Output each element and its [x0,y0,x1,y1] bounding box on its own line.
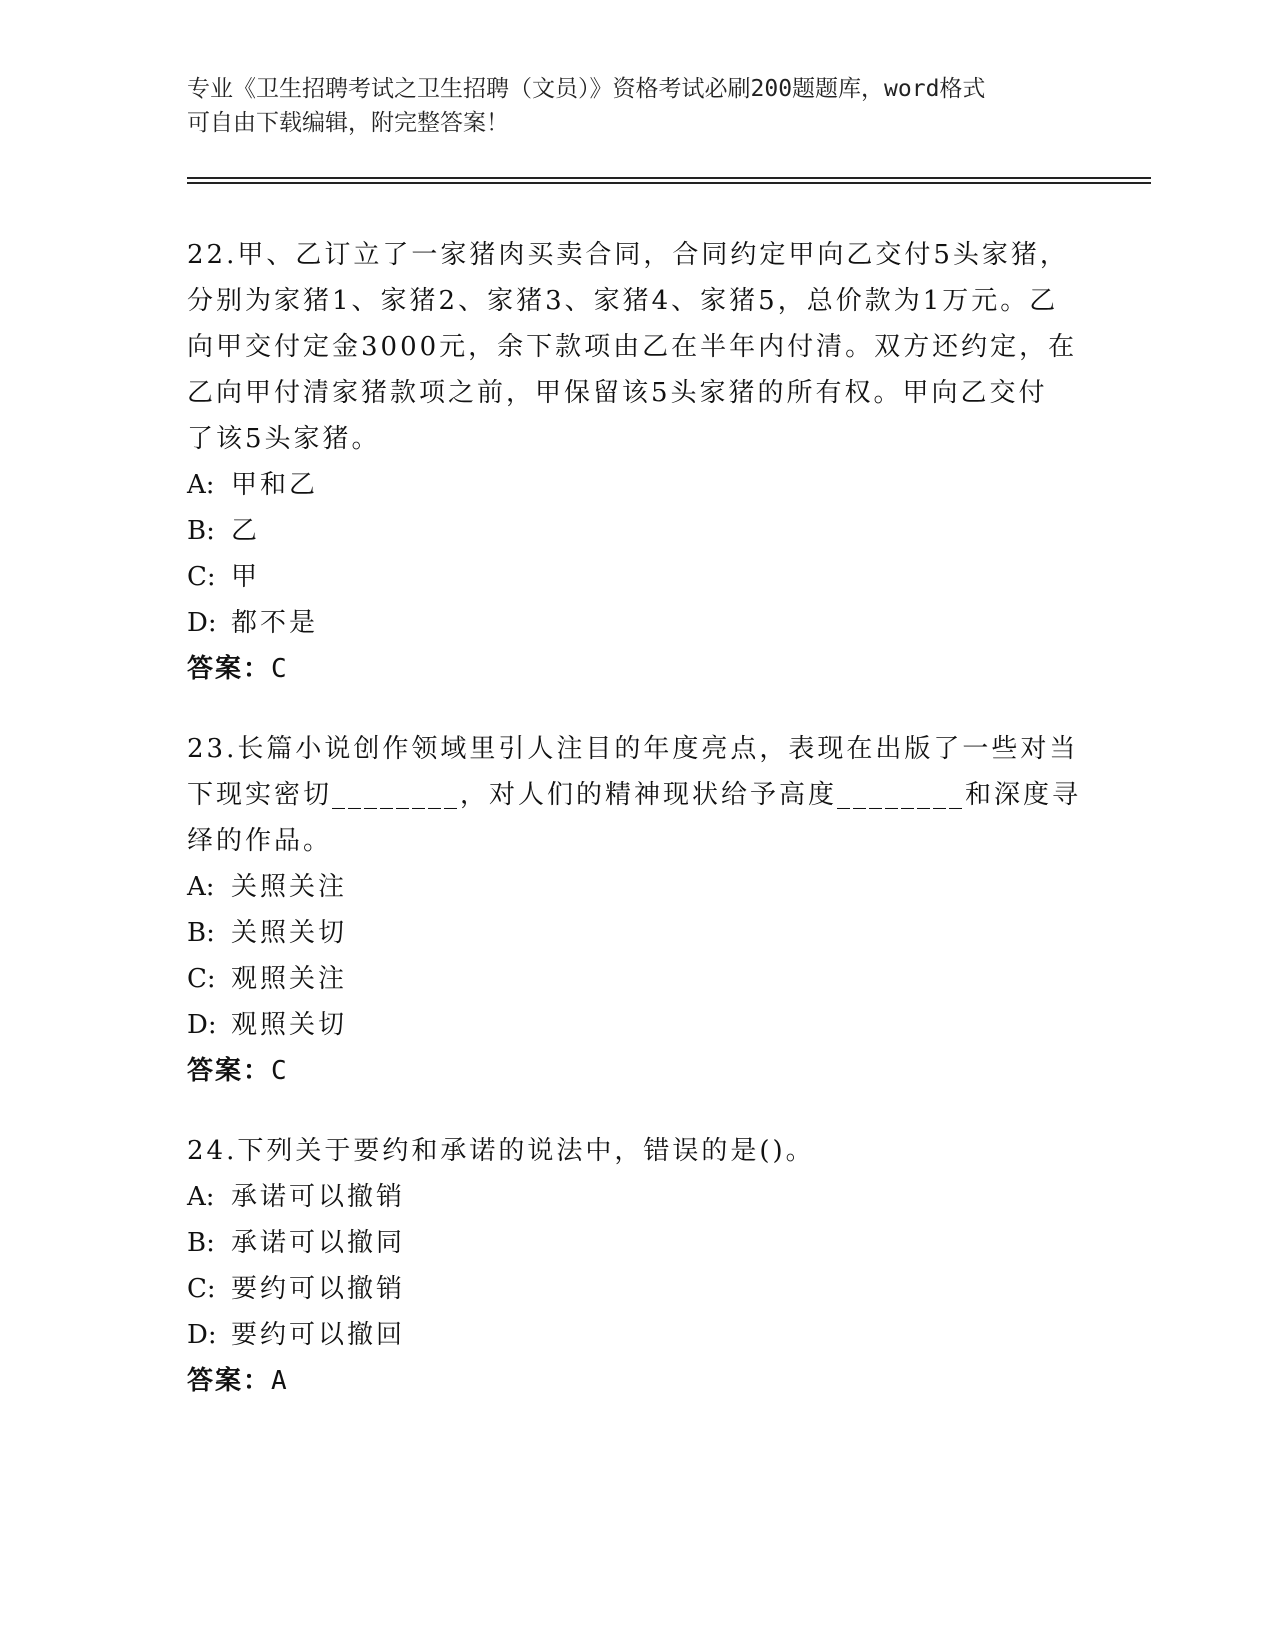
option-key: B: [187,516,215,546]
option-text: 观照关切 [231,1010,348,1040]
option-a [187,1174,1087,1220]
option-c [187,554,1087,600]
option-d [187,600,1087,646]
option-a [187,462,1087,508]
option-d [187,1312,1087,1358]
question-24 [187,1128,1087,1404]
option-key: C: [187,1274,216,1304]
option-key: B: [187,1228,215,1258]
option-c [187,956,1087,1002]
question-list [187,232,1087,1438]
option-b [187,508,1087,554]
option-text: 承诺可以撤销 [231,1182,406,1212]
option-text: 甲和乙 [231,470,319,500]
question-stem-line: 乙向甲付清家猪款项之前，甲保留该5头家猪的所有权。甲向乙交付 [187,378,1048,408]
page-header [187,72,1087,140]
option-text: 乙 [231,516,261,546]
option-key: D: [187,608,217,638]
answer-line [187,1048,1087,1094]
option-key: A: [187,1182,215,1212]
option-key: A: [187,470,215,500]
answer-line [187,646,1087,692]
answer-value: C [271,654,287,684]
option-key: C: [187,562,216,592]
option-key: C: [187,964,216,994]
header-line-1: 专业《卫生招聘考试之卫生招聘（文员）》资格考试必刷200题题库，word格式 [187,76,986,102]
option-text: 关照关切 [231,918,348,948]
option-text: 甲 [231,562,261,592]
question-stem-line: 了该5头家猪。 [187,424,381,454]
answer-label: 答案： [187,1366,272,1396]
header-divider-top [187,177,1151,179]
option-key: D: [187,1010,217,1040]
option-key: D: [187,1320,217,1350]
question-stem-line: 下现实密切________，对人们的精神现状给予高度________和深度寻 [187,780,1082,810]
question-stem-line: 向甲交付定金3000元，余下款项由乙在半年内付清。双方还约定，在 [187,332,1078,362]
option-b [187,1220,1087,1266]
option-text: 关照关注 [231,872,348,902]
option-a [187,864,1087,910]
question-stem-line: 分别为家猪1、家猪2、家猪3、家猪4、家猪5，总价款为1万元。乙 [187,286,1059,316]
answer-value: A [271,1366,287,1396]
option-text: 要约可以撤回 [231,1320,406,1350]
option-d [187,1002,1087,1048]
option-b [187,910,1087,956]
option-key: B: [187,918,215,948]
header-line-2: 可自由下载编辑，附完整答案！ [187,110,509,136]
question-stem-line: 绎的作品。 [187,826,333,856]
question-23 [187,726,1087,1094]
option-text: 观照关注 [231,964,348,994]
question-stem-line: 24.下列关于要约和承诺的说法中，错误的是()。 [187,1136,815,1166]
answer-line [187,1358,1087,1404]
option-text: 要约可以撤销 [231,1274,406,1304]
option-key: A: [187,872,215,902]
answer-label: 答案： [187,1056,272,1086]
answer-value: C [271,1056,287,1086]
answer-label: 答案： [187,654,272,684]
header-divider-bottom [187,182,1151,184]
option-text: 都不是 [231,608,319,638]
question-stem-line: 22.甲、乙订立了一家猪肉买卖合同，合同约定甲向乙交付5头家猪， [187,240,1069,270]
question-22 [187,232,1087,692]
option-c [187,1266,1087,1312]
option-text: 承诺可以撤同 [231,1228,406,1258]
question-stem-line: 23.长篇小说创作领域里引人注目的年度亮点，表现在出版了一些对当 [187,734,1079,764]
